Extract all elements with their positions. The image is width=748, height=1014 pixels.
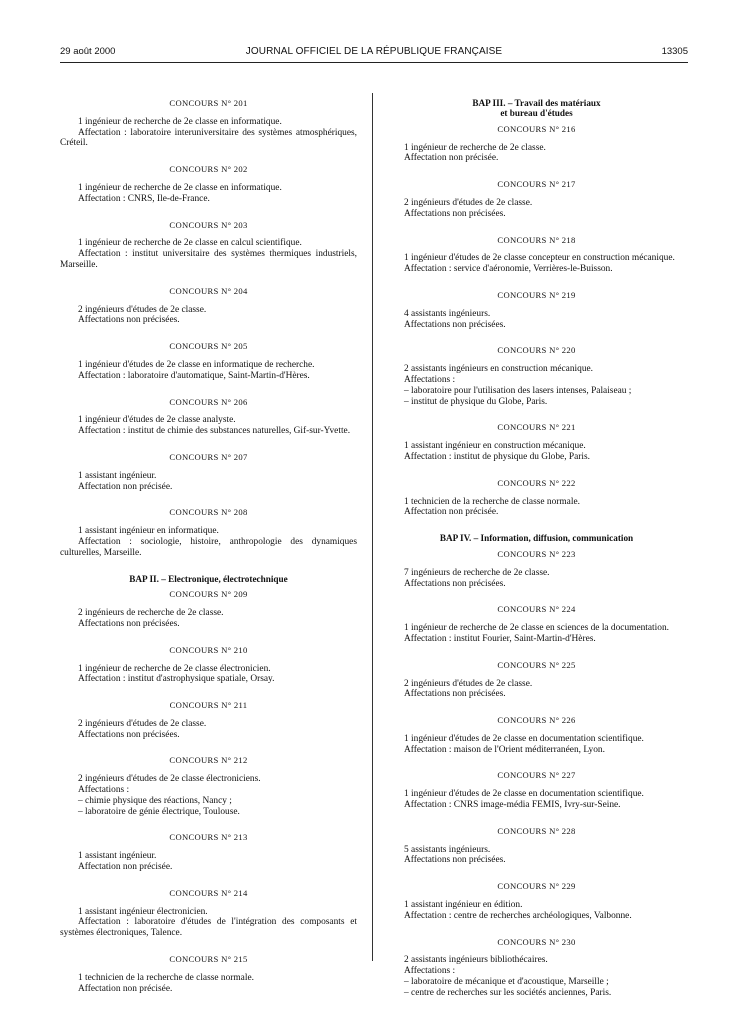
post-line: 1 ingénieur de recherche de 2e classe en calcul scientifique.	[78, 238, 302, 249]
concours-211	[60, 700, 357, 740]
affectation-line: Affectation : institut de physique du Globe, Paris.	[404, 451, 590, 462]
concours-203	[60, 220, 357, 271]
concours-225	[386, 660, 687, 700]
post-line: 2 ingénieurs d'études de 2e classe.	[404, 678, 533, 689]
concours-221	[386, 422, 687, 462]
post-line: 2 assistants ingénieurs en construction mécanique.	[404, 364, 594, 375]
post-line: 2 ingénieurs d'études de 2e classe.	[78, 718, 207, 729]
affectation-line: Affectation : institut d'astrophysique spatiale, Orsay.	[78, 674, 275, 685]
affectation-line: Affectation : institut Fourier, Saint-Martin-d'Hères.	[404, 633, 596, 644]
concours-heading: CONCOURS N° 211	[169, 700, 248, 711]
concours-219	[386, 290, 687, 330]
bap-heading: BAP IV. – Information, diffusion, communication	[439, 533, 634, 544]
concours-heading: CONCOURS N° 224	[497, 604, 576, 615]
affectation-line: Affectation : CNRS image-média FEMIS, Ivry-sur-Seine.	[404, 800, 621, 811]
concours-heading: CONCOURS N° 226	[497, 715, 576, 726]
affectation-item: – laboratoire de mécanique et d'acoustique, Marseille ;	[404, 977, 609, 988]
affectation-line: Affectation : institut universitaire des systèmes thermiques industriels, Marseille.	[60, 249, 357, 270]
concours-214	[60, 888, 357, 939]
post-line: 1 technicien de la recherche de classe normale.	[404, 496, 580, 507]
affectation-line: Affectation : laboratoire d'automatique, Saint-Martin-d'Hères.	[78, 370, 310, 381]
affectation-line: Affectation : institut de chimie des substances naturelles, Gif-sur-Yvette.	[78, 426, 351, 437]
affectation-line: Affectations :	[404, 966, 456, 977]
left-column	[60, 98, 357, 1009]
concours-220	[386, 345, 687, 407]
post-line: 2 ingénieurs de recherche de 2e classe.	[78, 608, 224, 619]
concours-heading: CONCOURS N° 227	[497, 770, 576, 781]
bap-heading: BAP II. – Electronique, électrotechnique	[129, 573, 288, 584]
post-line: 1 ingénieur de recherche de 2e classe en sciences de la documentation.	[404, 623, 669, 634]
concours-209	[60, 589, 357, 629]
post-line: 1 assistant ingénieur.	[78, 470, 157, 481]
concours-heading: CONCOURS N° 223	[497, 548, 576, 559]
post-line: 2 ingénieurs d'études de 2e classe.	[404, 197, 533, 208]
post-line: 2 ingénieurs d'études de 2e classe.	[78, 304, 207, 315]
post-line: 1 ingénieur d'études de 2e classe en informatique de recherche.	[78, 359, 315, 370]
affectation-line: Affectation non précisée.	[404, 153, 499, 164]
affectation-line: Affectations :	[78, 785, 130, 796]
affectation-line: Affectations non précisées.	[404, 855, 506, 866]
post-line: 1 ingénieur de recherche de 2e classe.	[404, 142, 546, 153]
concours-207	[60, 452, 357, 492]
post-line: 5 assistants ingénieurs.	[404, 844, 491, 855]
concours-heading: CONCOURS N° 221	[497, 422, 576, 433]
concours-heading: CONCOURS N° 218	[497, 234, 576, 245]
affectation-line: Affectation : maison de l'Orient méditerranéen, Lyon.	[404, 744, 605, 755]
post-line: 1 ingénieur d'études de 2e classe concepteur en construction mécanique.	[404, 253, 675, 264]
affectation-line: Affectations non précisées.	[78, 618, 180, 629]
affectation-line: Affectations non précisées.	[404, 578, 506, 589]
concours-heading: CONCOURS N° 201	[169, 98, 248, 108]
concours-heading: CONCOURS N° 225	[497, 659, 576, 670]
concours-heading: CONCOURS N° 214	[169, 887, 248, 898]
concours-212	[60, 755, 357, 817]
concours-heading: CONCOURS N° 205	[169, 341, 248, 352]
concours-heading: CONCOURS N° 222	[497, 477, 576, 488]
concours-heading: CONCOURS N° 220	[497, 345, 576, 356]
affectation-line: Affectation non précisée.	[404, 507, 499, 518]
post-line: 1 assistant ingénieur en informatique.	[78, 526, 219, 537]
affectation-item: – centre de recherches sur les sociétés anciennes, Paris.	[404, 987, 612, 998]
page-header	[60, 46, 688, 60]
affectation-line: Affectation : sociologie, histoire, anthropologie des dynamiques culturelles, Marseille.	[60, 536, 357, 558]
column-divider	[372, 93, 373, 961]
affectation-item: – institut de physique du Globe, Paris.	[404, 396, 548, 407]
concours-heading: CONCOURS N° 215	[169, 954, 248, 965]
affectation-item: – laboratoire pour l'utilisation des lasers intenses, Palaiseau ;	[404, 385, 632, 396]
affectation-line: Affectations :	[404, 374, 456, 385]
concours-223	[386, 549, 687, 589]
affectation-line: Affectation : laboratoire interuniversitaire des systèmes atmosphériques, Créteil.	[60, 127, 357, 149]
concours-heading: CONCOURS N° 229	[497, 881, 576, 892]
affectation-line: Affectation non précisée.	[78, 983, 173, 994]
concours-heading: CONCOURS N° 230	[497, 936, 576, 947]
concours-heading: CONCOURS N° 209	[169, 589, 248, 600]
affectation-line: Affectations non précisées.	[78, 729, 180, 740]
concours-228	[386, 826, 687, 866]
affectation-line: Affectation non précisée.	[78, 862, 173, 873]
concours-216	[386, 124, 687, 164]
affectation-line: Affectation : laboratoire d'études de l'intégration des composants et systèmes électroniques, Talence.	[60, 917, 357, 939]
concours-222	[386, 478, 687, 518]
post-line: 1 assistant ingénieur électronicien.	[78, 906, 208, 917]
concours-229	[386, 881, 687, 921]
concours-227	[386, 770, 687, 810]
post-line: 1 ingénieur d'études de 2e classe analyste.	[78, 415, 236, 426]
concours-202	[60, 164, 357, 204]
concours-208	[60, 507, 357, 558]
affectation-line: Affectation : service d'aéronomie, Verrières-le-Buisson.	[404, 264, 613, 275]
affectation-line: Affectations non précisées.	[78, 315, 180, 326]
affectation-line: Affectation non précisée.	[78, 481, 173, 492]
post-line: 1 technicien de la recherche de classe normale.	[78, 972, 254, 983]
concours-heading: CONCOURS N° 202	[169, 164, 248, 175]
concours-heading: CONCOURS N° 228	[497, 825, 576, 836]
concours-213	[60, 832, 357, 872]
post-line: 1 ingénieur d'études de 2e classe en documentation scientifique.	[404, 789, 644, 800]
concours-heading: CONCOURS N° 217	[497, 179, 576, 190]
concours-heading: CONCOURS N° 210	[169, 644, 248, 655]
header-rule	[60, 62, 688, 63]
concours-230	[386, 937, 687, 999]
post-line: 1 assistant ingénieur.	[78, 851, 157, 862]
concours-heading: CONCOURS N° 203	[169, 219, 248, 230]
concours-204	[60, 286, 357, 326]
concours-206	[60, 397, 357, 437]
concours-224	[386, 604, 687, 644]
affectation-item: – chimie physique des réactions, Nancy ;	[78, 795, 232, 806]
post-line: 1 ingénieur d'études de 2e classe en documentation scientifique.	[404, 733, 644, 744]
concours-210	[60, 645, 357, 685]
post-line: 2 ingénieurs d'études de 2e classe électroniciens.	[78, 774, 261, 785]
header-page-number: 13305	[661, 46, 688, 57]
post-line: 2 assistants ingénieurs bibliothécaires.	[404, 955, 548, 966]
post-line: 1 assistant ingénieur en construction mécanique.	[404, 441, 586, 452]
concours-215	[60, 954, 357, 994]
concours-heading: CONCOURS N° 219	[497, 289, 576, 300]
bap-heading-continued: et bureau d'études	[500, 108, 573, 118]
concours-226	[386, 715, 687, 755]
concours-heading: CONCOURS N° 204	[169, 285, 248, 296]
bap-heading: BAP III. – Travail des matériaux	[472, 98, 601, 108]
post-line: 1 assistant ingénieur en édition.	[404, 900, 523, 911]
concours-217	[386, 179, 687, 219]
concours-heading: CONCOURS N° 207	[169, 451, 248, 462]
right-column	[386, 98, 687, 1014]
header-date: 29 août 2000	[60, 46, 116, 57]
affectation-line: Affectations non précisées.	[404, 208, 506, 219]
post-line: 4 assistants ingénieurs.	[404, 308, 491, 319]
post-line: 1 ingénieur de recherche de 2e classe en informatique.	[78, 116, 282, 127]
concours-201	[60, 98, 357, 149]
concours-heading: CONCOURS N° 208	[169, 507, 248, 518]
concours-heading: CONCOURS N° 216	[497, 123, 576, 134]
post-line: 1 ingénieur de recherche de 2e classe électronicien.	[78, 663, 271, 674]
concours-heading: CONCOURS N° 206	[169, 396, 248, 407]
affectation-line: Affectation : CNRS, Ile-de-France.	[78, 193, 210, 204]
post-line: 1 ingénieur de recherche de 2e classe en informatique.	[78, 182, 282, 193]
concours-218	[386, 235, 687, 275]
concours-heading: CONCOURS N° 212	[169, 755, 248, 766]
affectation-line: Affectations non précisées.	[404, 319, 506, 330]
post-line: 7 ingénieurs de recherche de 2e classe.	[404, 567, 550, 578]
affectation-item: – laboratoire de génie électrique, Toulouse.	[78, 806, 240, 817]
header-title: JOURNAL OFFICIEL DE LA RÉPUBLIQUE FRANÇAISE	[245, 46, 503, 57]
concours-205	[60, 341, 357, 381]
concours-heading: CONCOURS N° 213	[169, 832, 248, 843]
affectation-line: Affectation : centre de recherches archéologiques, Valbonne.	[404, 910, 632, 921]
affectation-line: Affectations non précisées.	[404, 689, 506, 700]
